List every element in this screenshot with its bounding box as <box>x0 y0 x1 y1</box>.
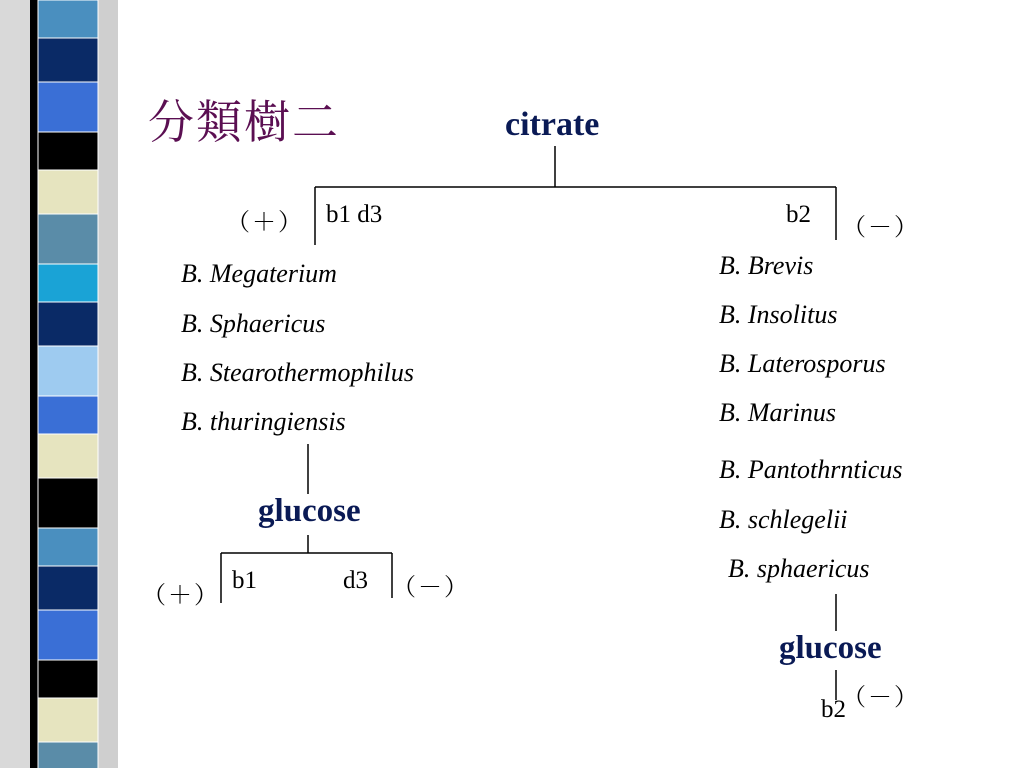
glucose-left-positive-sign: （＋） <box>142 581 220 609</box>
glucose-right-negative-label: b2 <box>821 696 846 723</box>
species-item: B. Marinus <box>719 398 836 427</box>
species-item: B. Pantothrnticus <box>719 455 903 484</box>
citrate-positive-sign: （＋） <box>226 208 304 236</box>
species-item: B. thuringiensis <box>181 407 346 436</box>
species-item: B. Insolitus <box>719 300 838 329</box>
glucose-right-negative-sign: （－） <box>842 683 920 711</box>
page-title: 分類樹二 <box>148 95 340 149</box>
species-item: B. Brevis <box>719 251 814 280</box>
glucose-left-negative-label: d3 <box>343 567 368 594</box>
species-item: B. sphaericus <box>728 554 870 583</box>
species-item: B. Megaterium <box>181 259 337 288</box>
species-item: B. Laterosporus <box>719 349 886 378</box>
root-node-citrate: citrate <box>505 106 600 143</box>
citrate-negative-label: b2 <box>786 201 811 228</box>
glucose-left-negative-sign: （－） <box>392 573 470 601</box>
species-item: B. schlegelii <box>719 505 848 534</box>
species-item: B. Stearothermophilus <box>181 358 415 387</box>
species-item: B. Sphaericus <box>181 309 326 338</box>
citrate-negative-sign: （－） <box>842 213 920 241</box>
glucose-left-positive-label: b1 <box>232 567 257 594</box>
glucose-node-left: glucose <box>258 493 361 529</box>
citrate-positive-label: b1 d3 <box>326 201 383 228</box>
glucose-node-right: glucose <box>779 630 882 666</box>
